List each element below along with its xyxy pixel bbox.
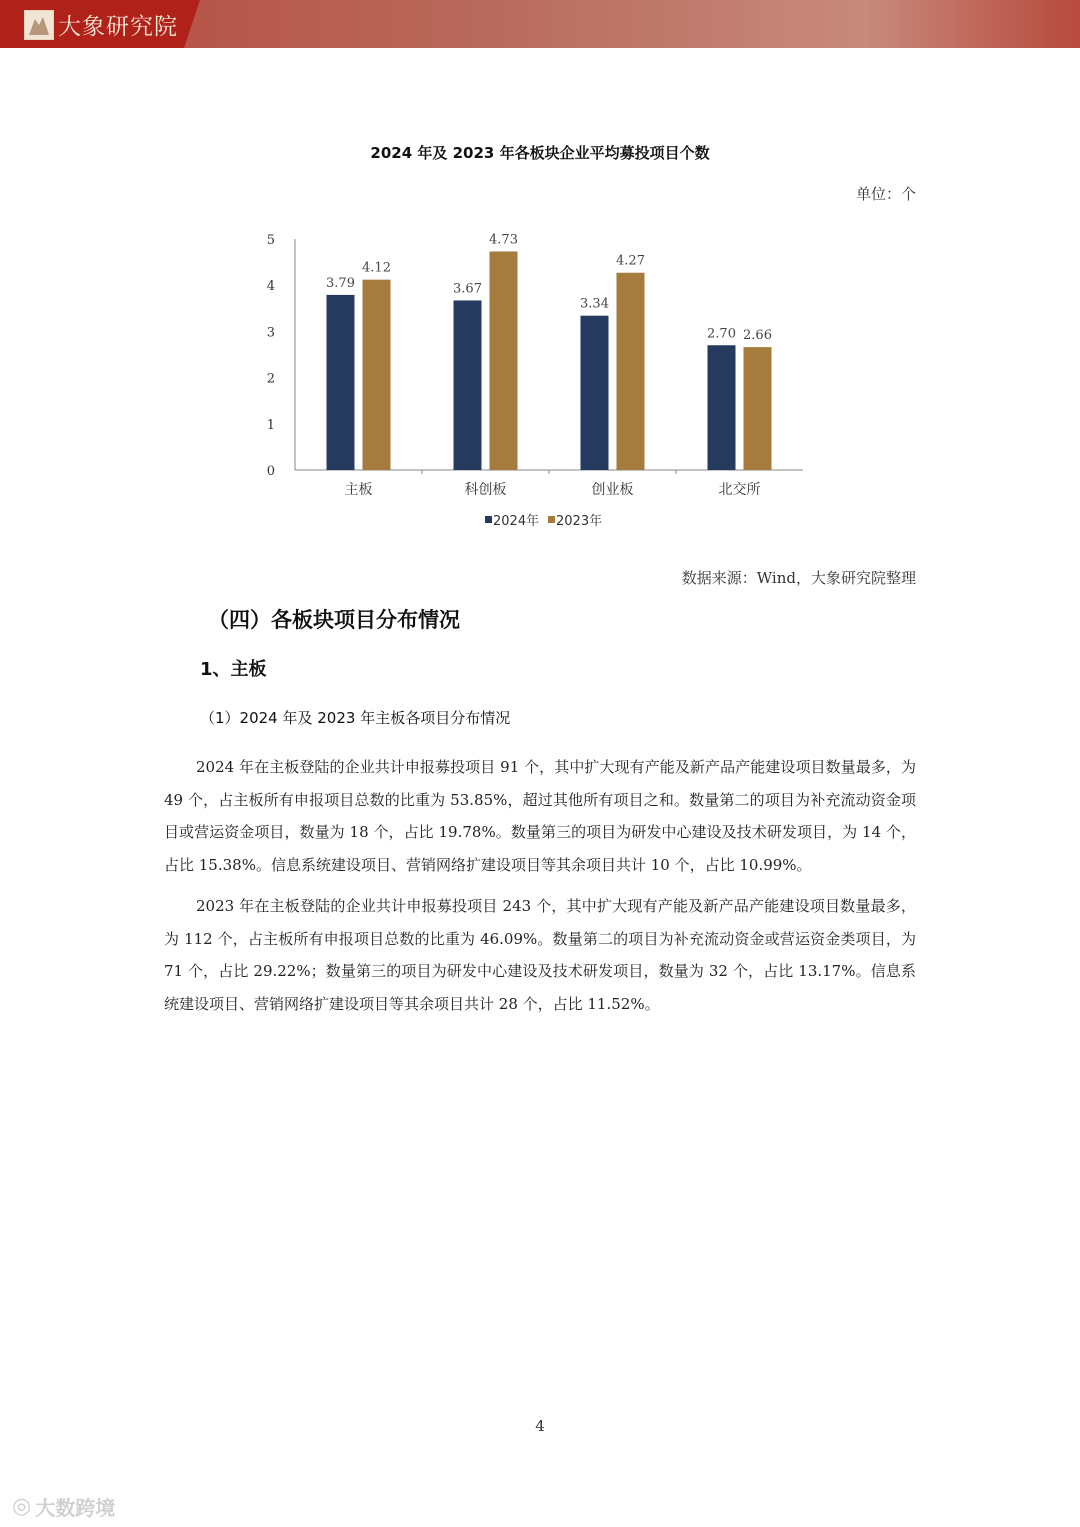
data-label: 3.67 (453, 281, 482, 297)
data-label: 3.34 (580, 296, 609, 312)
bar-chart (250, 220, 830, 540)
bar-2023年-创业板 (617, 273, 645, 470)
data-source-note: 数据来源：Wind，大象研究院整理 (681, 569, 916, 587)
bar-2023年-科创板 (490, 251, 518, 470)
data-label: 3.79 (326, 275, 355, 291)
paragraph-2023: 2023 年在主板登陆的企业共计申报募投项目 243 个，其中扩大现有产能及新产品产能建设项目数量最多，为 112 个，占主板所有申报项目总数的比重为 46.09%。数量第二的项目为补充流动资金或营运资金类项目，为 71 个，占比 29.22%；数量第三的项目为研发中心建设及技术研发项目，数量为 32 个，占比 13.17%。信息系统建设项目、营销网络扩建设项目等其余项目共计 28 个，占比 11.52%。 (164, 897, 916, 1013)
y-tick-label: 1 (266, 417, 275, 433)
section-heading: （四）各板块项目分布情况 (208, 608, 460, 632)
watermark-text: 大数跨境 (35, 1496, 116, 1520)
y-tick-label: 2 (266, 371, 275, 387)
subsubsection-heading: （1）2024 年及 2023 年主板各项目分布情况 (200, 709, 511, 727)
chart-title: 2024 年及 2023 年各板块企业平均募投项目个数 (370, 144, 710, 162)
data-label: 2.66 (743, 328, 772, 344)
legend-swatch (548, 516, 555, 523)
bar-2023年-主板 (363, 280, 391, 470)
page-header (0, 0, 1080, 48)
y-tick-label: 3 (266, 325, 275, 341)
y-tick-label: 0 (266, 464, 275, 479)
data-label: 4.27 (616, 253, 645, 269)
y-tick-label: 4 (266, 279, 275, 295)
brand-logo-icon (24, 10, 54, 40)
x-tick-label: 北交所 (718, 482, 761, 498)
legend-label: 2023年 (556, 514, 603, 529)
bar-2024年-科创板 (454, 300, 482, 470)
chart-unit-label: 单位：个 (855, 185, 916, 203)
x-tick-label: 科创板 (464, 482, 507, 498)
bar-2024年-主板 (327, 295, 355, 470)
x-tick-label: 创业板 (591, 482, 634, 498)
x-tick-label: 主板 (344, 482, 373, 498)
bar-2024年-北交所 (708, 345, 736, 470)
page-number: 4 (535, 1417, 545, 1435)
data-label: 4.12 (362, 260, 391, 276)
legend-swatch (485, 516, 492, 523)
bar-2024年-创业板 (581, 316, 609, 470)
bar-2023年-北交所 (744, 347, 772, 470)
legend-label: 2024年 (493, 514, 540, 529)
subsection-heading: 1、主板 (200, 659, 267, 680)
brand-name: 大象研究院 (58, 14, 178, 40)
paragraph-2024: 2024 年在主板登陆的企业共计申报募投项目 91 个，其中扩大现有产能及新产品产能建设项目数量最多，为 49 个，占主板所有申报项目总数的比重为 53.85%，超过其他所有项目之和。数量第二的项目为补充流动资金项目或营运资金项目，数量为 18 个，占比 19.78%。数量第三的项目为研发中心建设及技术研发项目，为 14 个，占比 15.38%。信息系统建设项目、营销网络扩建设项目等其余项目共计 10 个，占比 10.99%。 (164, 758, 916, 874)
data-label: 2.70 (707, 326, 736, 342)
data-label: 4.73 (489, 232, 518, 248)
watermark (12, 1492, 115, 1521)
watermark-logo-icon: ◎ (12, 1494, 32, 1519)
y-tick-label: 5 (266, 233, 275, 248)
